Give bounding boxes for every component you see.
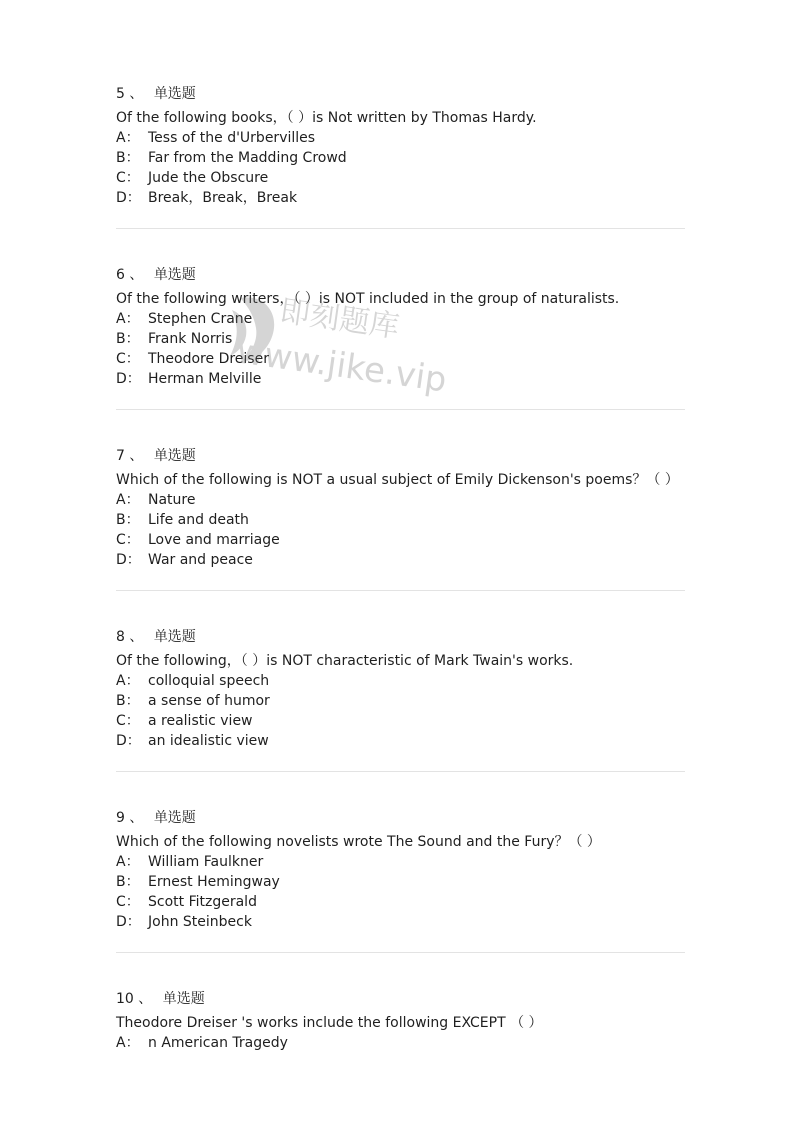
option-letter: C： <box>116 170 140 186</box>
option-d[interactable] <box>116 731 685 751</box>
option-text: a realistic view <box>148 713 253 729</box>
option-text: Love and marriage <box>148 532 280 548</box>
option-text: Tess of the d'Urbervilles <box>148 130 316 146</box>
option-a[interactable] <box>116 309 685 329</box>
question-text: Of the following writers，（ ）is NOT included in the group of naturalists. <box>116 291 620 307</box>
option-letter: A： <box>116 130 140 146</box>
question-number: 9 、 <box>116 810 144 826</box>
option-letter: D： <box>116 733 141 749</box>
option-b[interactable] <box>116 329 685 349</box>
question-number: 8 、 <box>116 629 144 645</box>
option-text: Far from the Madding Crowd <box>148 150 347 166</box>
option-text: Frank Norris <box>148 331 233 347</box>
watermark-text-url: www.jike.vip <box>234 331 450 401</box>
option-text: William Faulkner <box>148 854 264 870</box>
question-text: Which of the following novelists wrote The Sound and the Fury？（ ） <box>116 834 601 850</box>
question-9 <box>116 808 685 953</box>
option-text: John Steinbeck <box>148 914 252 930</box>
option-b[interactable] <box>116 510 685 530</box>
option-letter: D： <box>116 914 141 930</box>
option-letter: A： <box>116 854 140 870</box>
option-d[interactable] <box>116 912 685 932</box>
option-letter: B： <box>116 693 140 709</box>
divider <box>116 590 685 591</box>
question-7 <box>116 446 685 591</box>
question-text: Theodore Dreiser 's works include the following EXCEPT （ ） <box>116 1015 543 1031</box>
option-b[interactable] <box>116 148 685 168</box>
question-number: 6 、 <box>116 267 144 283</box>
option-c[interactable] <box>116 168 685 188</box>
option-letter: B： <box>116 874 140 890</box>
divider <box>116 228 685 229</box>
question-type: 单选题 <box>153 267 196 283</box>
question-10 <box>116 989 685 1053</box>
question-number: 7 、 <box>116 448 144 464</box>
option-letter: B： <box>116 150 140 166</box>
option-text: colloquial speech <box>148 673 270 689</box>
option-c[interactable] <box>116 349 685 369</box>
option-letter: C： <box>116 532 140 548</box>
question-text: Of the following，（ ）is NOT characteristic of Mark Twain's works. <box>116 653 574 669</box>
question-text: Of the following books，（ ）is Not written by Thomas Hardy. <box>116 110 537 126</box>
option-letter: B： <box>116 331 140 347</box>
option-text: Stephen Crane <box>148 311 253 327</box>
option-text: Herman Melville <box>148 371 262 387</box>
question-header <box>116 627 685 647</box>
option-text: Break，Break，Break <box>148 190 298 206</box>
divider <box>116 409 685 410</box>
option-c[interactable] <box>116 530 685 550</box>
question-type: 单选题 <box>153 448 196 464</box>
question-number: 5 、 <box>116 86 144 102</box>
option-b[interactable] <box>116 691 685 711</box>
option-letter: D： <box>116 371 141 387</box>
question-text: Which of the following is NOT a usual subject of Emily Dickenson's poems？（ ） <box>116 472 679 488</box>
question-6 <box>116 265 685 410</box>
option-text: an idealistic view <box>148 733 269 749</box>
question-header <box>116 808 685 828</box>
option-text: Scott Fitzgerald <box>148 894 257 910</box>
option-letter: A： <box>116 492 140 508</box>
question-type: 单选题 <box>153 86 196 102</box>
watermark-text-cn: 即刻题库 <box>277 293 402 346</box>
option-letter: C： <box>116 894 140 910</box>
option-a[interactable] <box>116 1033 685 1053</box>
option-d[interactable] <box>116 188 685 208</box>
option-letter: A： <box>116 673 140 689</box>
option-text: n American Tragedy <box>148 1035 288 1051</box>
option-a[interactable] <box>116 128 685 148</box>
option-d[interactable] <box>116 369 685 389</box>
option-text: Theodore Dreiser <box>148 351 269 367</box>
divider <box>116 771 685 772</box>
option-b[interactable] <box>116 872 685 892</box>
question-type: 单选题 <box>153 810 196 826</box>
question-type: 单选题 <box>162 991 205 1007</box>
option-letter: A： <box>116 311 140 327</box>
question-5 <box>116 84 685 229</box>
option-text: War and peace <box>148 552 253 568</box>
option-letter: D： <box>116 552 141 568</box>
option-a[interactable] <box>116 490 685 510</box>
option-c[interactable] <box>116 711 685 731</box>
question-8 <box>116 627 685 772</box>
option-d[interactable] <box>116 550 685 570</box>
question-type: 单选题 <box>153 629 196 645</box>
option-text: Life and death <box>148 512 249 528</box>
option-text: a sense of humor <box>148 693 270 709</box>
question-header <box>116 446 685 466</box>
question-list <box>116 84 685 1053</box>
option-a[interactable] <box>116 671 685 691</box>
option-letter: A： <box>116 1035 140 1051</box>
divider <box>116 952 685 953</box>
option-letter: D： <box>116 190 141 206</box>
option-letter: B： <box>116 512 140 528</box>
option-text: Jude the Obscure <box>148 170 269 186</box>
option-letter: C： <box>116 351 140 367</box>
option-letter: C： <box>116 713 140 729</box>
option-text: Nature <box>148 492 196 508</box>
option-text: Ernest Hemingway <box>148 874 280 890</box>
option-a[interactable] <box>116 852 685 872</box>
question-header <box>116 989 685 1009</box>
question-number: 10 、 <box>116 991 153 1007</box>
question-header <box>116 84 685 104</box>
option-c[interactable] <box>116 892 685 912</box>
question-header <box>116 265 685 285</box>
